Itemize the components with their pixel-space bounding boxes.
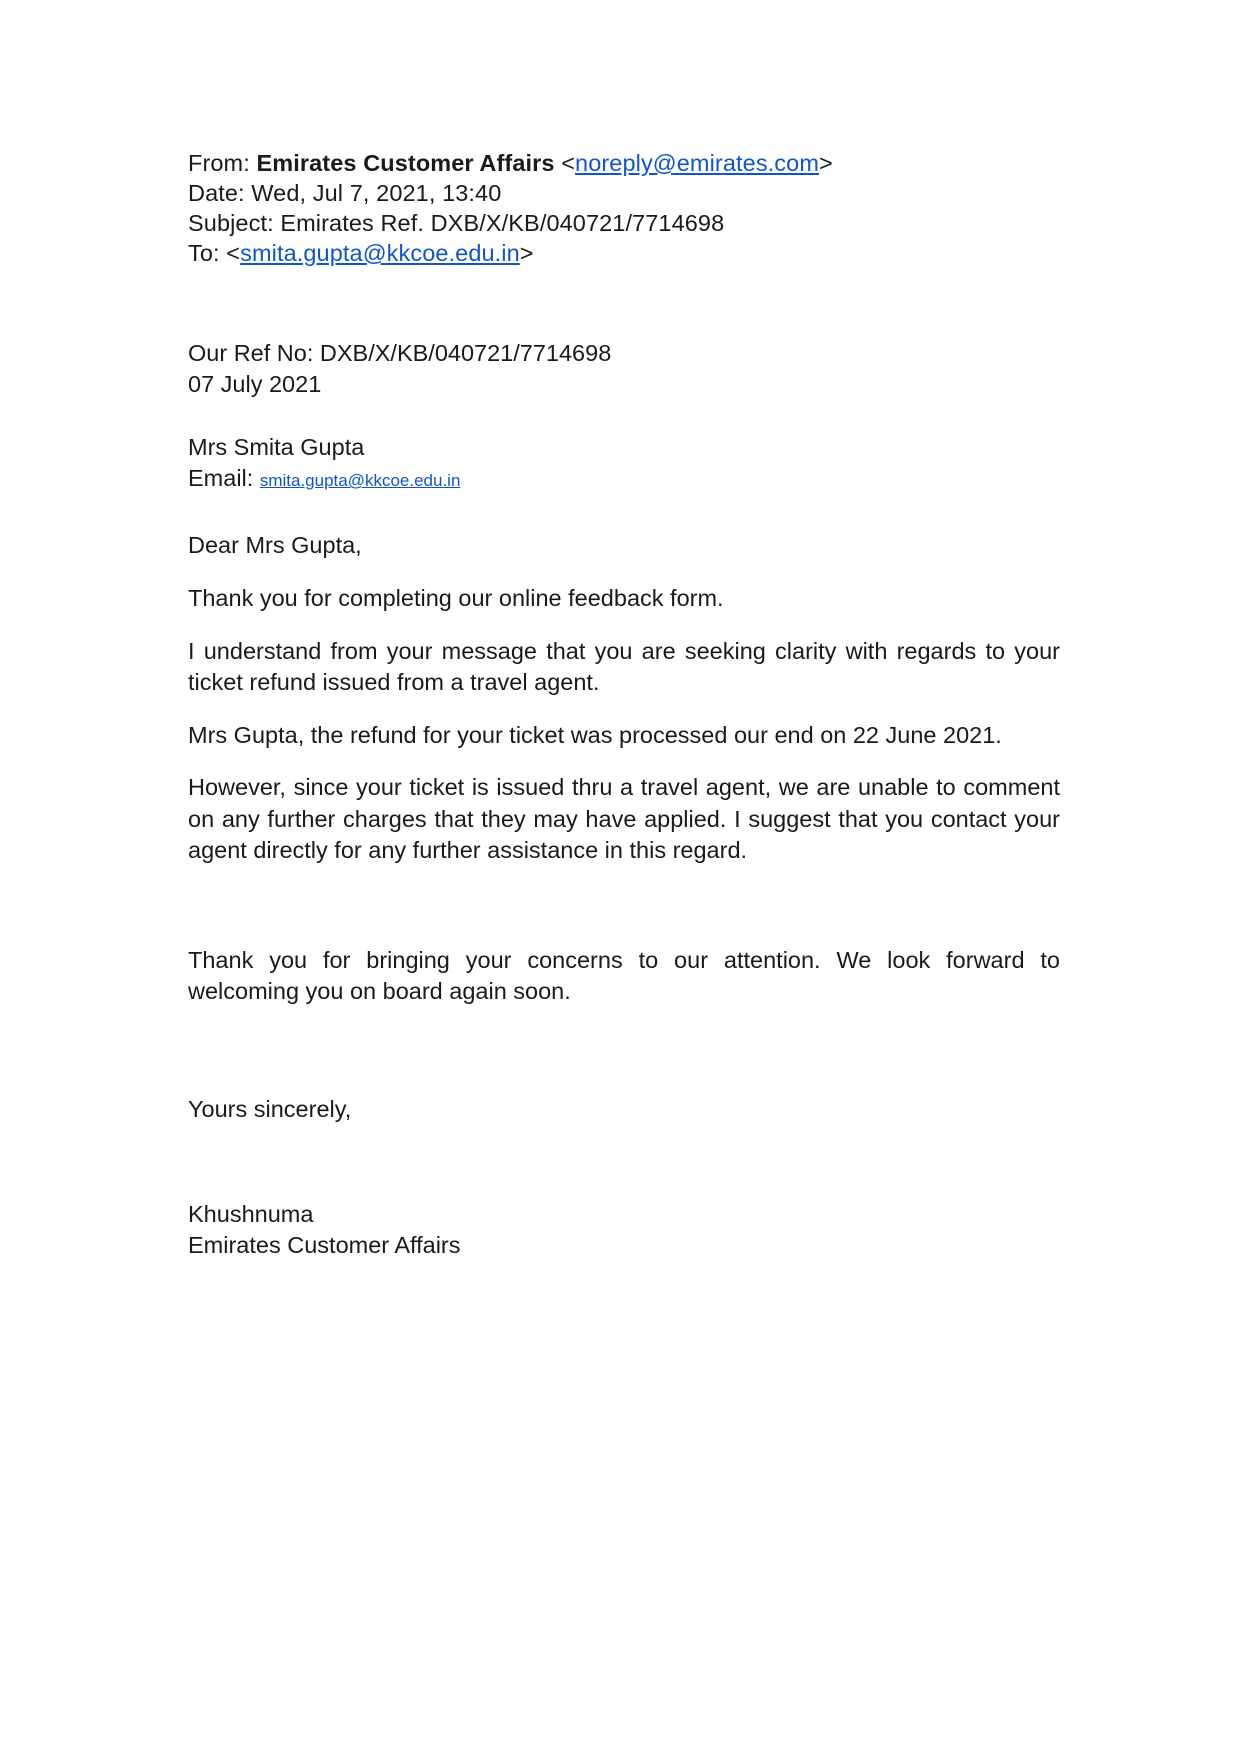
signature-department: Emirates Customer Affairs bbox=[188, 1231, 461, 1258]
from-label: From: bbox=[188, 150, 257, 176]
letter-content bbox=[188, 148, 1060, 1261]
recipient-block bbox=[188, 432, 1060, 496]
email-header bbox=[188, 148, 1060, 268]
letter-date-line: 07 July 2021 bbox=[188, 371, 322, 397]
to-label: To: < bbox=[188, 240, 241, 266]
spacer bbox=[188, 1008, 1060, 1094]
salutation: Dear Mrs Gupta, bbox=[188, 532, 362, 558]
closing-line: Yours sincerely, bbox=[188, 1095, 352, 1122]
spacer bbox=[188, 699, 1060, 720]
from-email-link[interactable]: noreply@emirates.com bbox=[575, 150, 819, 176]
body-paragraph-1: Thank you for completing our online feedback form. bbox=[188, 585, 724, 611]
body-paragraph-4: However, since your ticket is issued thru a travel agent, we are unable to comment on any further charges that they may have applied. I suggest that you contact your agent directly for any further assistance in this regard. bbox=[188, 774, 1060, 863]
signature-name: Khushnuma bbox=[188, 1200, 314, 1227]
from-close-bracket: > bbox=[819, 150, 833, 176]
email-header-subject-line: Subject: Emirates Ref. DXB/X/KB/040721/7714698 bbox=[188, 210, 725, 236]
email-header-to-line bbox=[188, 238, 1060, 268]
spacer bbox=[188, 867, 1060, 945]
email-header-date-line: Date: Wed, Jul 7, 2021, 13:40 bbox=[188, 180, 502, 206]
spacer bbox=[188, 1125, 1060, 1199]
body-paragraph-3: Mrs Gupta, the refund for your ticket was processed our end on 22 June 2021. bbox=[188, 721, 1002, 748]
recipient-email-link[interactable]: smita.gupta@kkcoe.edu.in bbox=[259, 471, 461, 490]
our-ref-no-line: Our Ref No: DXB/X/KB/040721/7714698 bbox=[188, 340, 612, 366]
to-email-link[interactable]: smita.gupta@kkcoe.edu.in bbox=[240, 240, 520, 266]
from-open-bracket: < bbox=[554, 150, 576, 176]
body-paragraph-5: Thank you for bringing your concerns to our attention. We look forward to welcoming you on board again soon. bbox=[188, 946, 1060, 1004]
email-header-from-line bbox=[188, 148, 1060, 178]
spacer bbox=[188, 615, 1060, 636]
recipient-name: Mrs Smita Gupta bbox=[188, 434, 365, 460]
signature-block bbox=[188, 1199, 1060, 1261]
recipient-email-label: Email: bbox=[188, 465, 260, 491]
spacer bbox=[188, 751, 1060, 772]
from-sender-name: Emirates Customer Affairs bbox=[256, 150, 555, 176]
to-close-bracket: > bbox=[519, 240, 534, 266]
body-paragraph-2: I understand from your message that you are seeking clarity with regards to your ticket refund issued from a travel agent. bbox=[188, 637, 1060, 695]
spacer bbox=[188, 561, 1060, 583]
recipient-email-line bbox=[188, 463, 1060, 496]
reference-block bbox=[188, 338, 1060, 400]
